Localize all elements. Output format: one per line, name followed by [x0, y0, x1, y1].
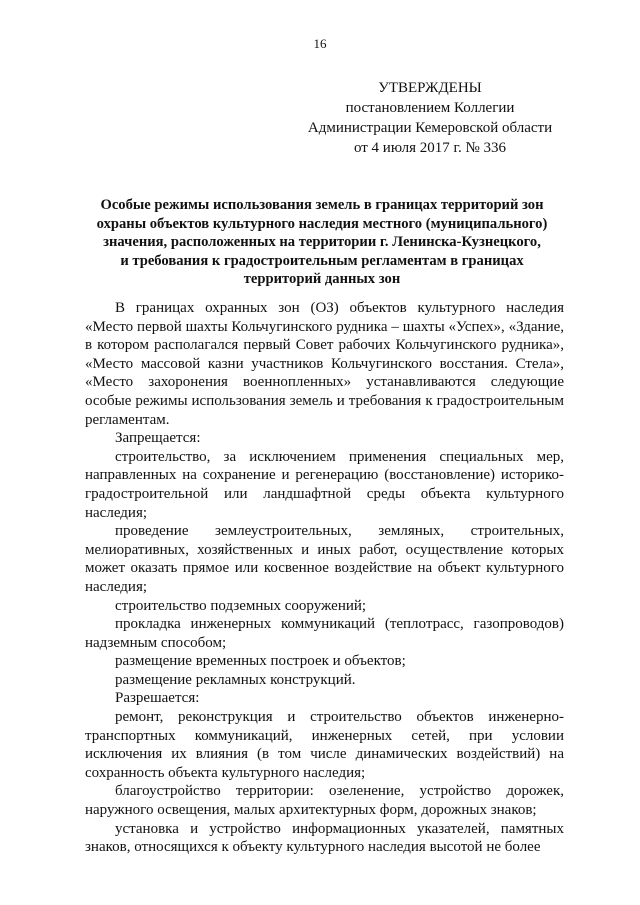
- list-item: проведение землеустроительных, земляных, строительных, мелиоративных, хозяйственных и иных работ, осуществление которых может оказать прямое или косвенное воздействие на объект культурного наследия;: [85, 523, 564, 595]
- page-number: 16: [313, 36, 327, 51]
- title-line: территорий данных зон: [243, 271, 401, 287]
- document-body: [85, 299, 564, 857]
- list-item: размещение рекламных конструкций.: [115, 671, 356, 688]
- permitted-heading: Разрешается:: [115, 690, 200, 707]
- prohibited-heading: Запрещается:: [115, 430, 201, 447]
- title-line: Особые режимы использования земель в границах территорий зон: [100, 197, 544, 213]
- title-line: охраны объектов культурного наследия местного (муниципального): [96, 215, 548, 232]
- title-line: и требования к градостроительным регламентам в границах: [120, 252, 524, 269]
- list-item: прокладка инженерных коммуникаций (теплотрасс, газопроводов) надземным способом;: [85, 616, 564, 651]
- list-item: установка и устройство информационных указателей, памятных знаков, относящихся к объекту культурного наследия высотой не более: [85, 820, 564, 856]
- approval-stamp: [300, 78, 560, 158]
- title-line: значения, расположенных на территории г. Ленинска-Кузнецкого,: [103, 234, 541, 250]
- approval-line-approved: УТВЕРЖДЕНЫ: [378, 80, 482, 96]
- approval-line-date: от 4 июля 2017 г. № 336: [353, 140, 507, 156]
- list-item: ремонт, реконструкция и строительство объектов инженерно-транспортных коммуникаций, инженерных сетей, при условии исключения их влияния (в том числе динамических воздействий) на сохранность объекта культурного наследия;: [85, 709, 564, 781]
- approval-line-administration: Администрации Кемеровской области: [307, 120, 553, 136]
- intro-paragraph: В границах охранных зон (ОЗ) объектов культурного наследия «Место первой шахты Кольчугинского рудника – шахты «Успех», «Здание, в котором располагался первый Совет рабочих Кольчугинского рудника», «Место массовой казни участников Кольчугинского восстания. Стела», «Место захоронения военнопленных» устанавливаются следующие особые режимы использования земель и требования к градостроительным регламентам.: [85, 300, 564, 428]
- list-item: благоустройство территории: озеленение, устройство дорожек, наружного освещения, малых архитектурных форм, дорожных знаков;: [85, 783, 564, 819]
- list-item: строительство, за исключением применения специальных мер, направленных на сохранение и регенерацию (восстановление) историко-градостроительной или ландшафтной среды объекта культурного наследия;: [85, 448, 564, 521]
- document-title: [80, 196, 564, 289]
- approval-line-resolution: постановлением Коллегии: [345, 100, 515, 116]
- list-item: размещение временных построек и объектов;: [115, 653, 406, 670]
- list-item: строительство подземных сооружений;: [115, 597, 367, 614]
